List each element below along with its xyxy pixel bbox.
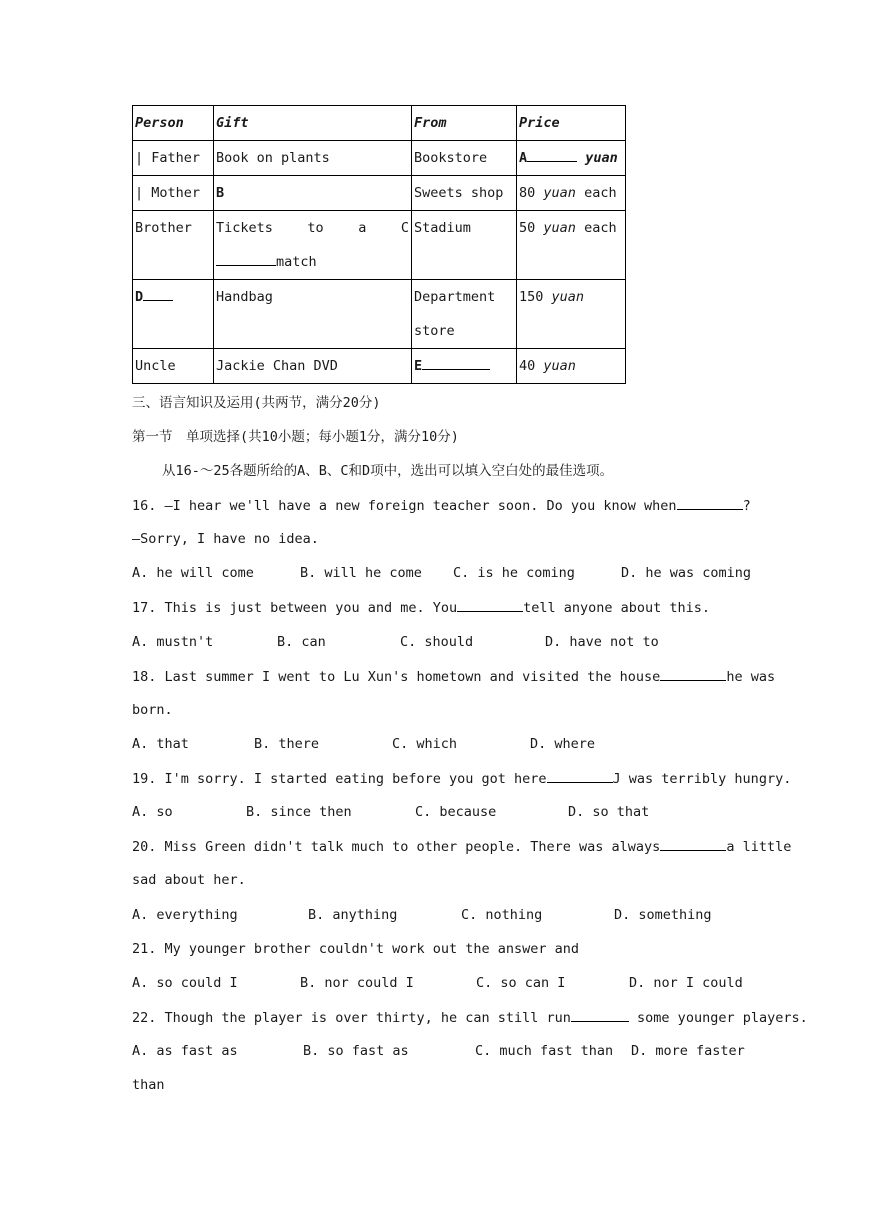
answer-blank <box>677 495 743 510</box>
question-22-line-2: than <box>132 1077 165 1093</box>
blank-line <box>216 252 276 267</box>
option-d[interactable]: D. where <box>530 736 596 752</box>
question-19 <box>132 768 792 789</box>
option-b[interactable]: B. there <box>254 736 320 752</box>
question-18 <box>132 666 776 687</box>
cell-from <box>412 280 517 349</box>
from-line-1: Department <box>414 289 496 305</box>
cell-price <box>517 211 626 280</box>
question-16-line-2: —Sorry, I have no idea. <box>132 531 319 547</box>
question-text: 22. Though the player is over thirty, he can still run <box>132 1010 571 1026</box>
question-text: 18. Last summer I went to Lu Xun's hometown and visited the house <box>132 669 661 685</box>
cell-person: Brother <box>133 211 214 280</box>
question-16 <box>132 495 751 516</box>
price-suffix: each <box>584 220 617 236</box>
question-21: 21. My younger brother couldn't work out the answer and <box>132 941 580 957</box>
answer-blank <box>457 597 523 612</box>
option-c[interactable]: C. should <box>400 634 474 650</box>
cell-from: Sweets shop <box>412 176 517 211</box>
header-gift: Gift <box>214 106 412 141</box>
gift-line-1 <box>216 211 409 245</box>
cell-from: Bookstore <box>412 141 517 176</box>
question-text: 17. This is just between you and me. You <box>132 600 458 616</box>
option-c[interactable]: C. much fast than <box>475 1043 614 1059</box>
option-a[interactable]: A. as fast as <box>132 1043 238 1059</box>
from-line-2: store <box>414 323 455 339</box>
option-d[interactable]: D. nor I could <box>629 975 743 991</box>
blank-letter-a: A <box>519 150 528 166</box>
option-a[interactable]: A. that <box>132 736 189 752</box>
question-text: 16. —I hear we'll have a new foreign teacher soon. Do you know when <box>132 498 677 514</box>
price-number: 80 <box>519 185 536 201</box>
word: to <box>307 220 324 236</box>
table-row <box>133 280 626 349</box>
instruction: 从16-～25各题所给的A、B、C和D项中，选出可以填入空白处的最佳选项。 <box>162 463 614 479</box>
cell-gift: Book on plants <box>214 141 412 176</box>
option-b[interactable]: B. can <box>277 634 326 650</box>
answer-blank <box>660 836 726 851</box>
answer-blank <box>547 768 613 783</box>
cell-gift: Jackie Chan DVD <box>214 349 412 384</box>
cell-person: Uncle <box>133 349 214 384</box>
word: Tickets <box>216 220 273 236</box>
option-b[interactable]: B. since then <box>246 804 352 820</box>
unit-yuan: yuan <box>543 185 576 201</box>
option-a[interactable]: A. mustn't <box>132 634 214 650</box>
blank-letter-b: B <box>216 185 225 201</box>
option-d[interactable]: D. more faster <box>631 1043 745 1059</box>
option-c[interactable]: C. because <box>415 804 497 820</box>
cell-person: | Father <box>133 141 214 176</box>
cell-price <box>517 176 626 211</box>
word: a <box>358 220 367 236</box>
unit-yuan: yuan <box>551 289 585 305</box>
blank-letter-c: C <box>400 220 409 236</box>
option-c[interactable]: C. nothing <box>461 907 543 923</box>
answer-blank <box>571 1007 629 1022</box>
blank-line <box>143 287 173 302</box>
price-number: 40 <box>519 358 536 374</box>
question-text-end: tell anyone about this. <box>523 600 711 616</box>
cell-gift <box>214 211 412 280</box>
header-price: Price <box>517 106 626 141</box>
table-row <box>133 141 626 176</box>
option-a[interactable]: A. he will come <box>132 565 254 581</box>
word: match <box>276 254 317 270</box>
question-text: 20. Miss Green didn't talk much to other people. There was always <box>132 839 661 855</box>
option-c[interactable]: C. so can I <box>476 975 566 991</box>
blank-line <box>527 148 577 163</box>
option-b[interactable]: B. will he come <box>300 565 422 581</box>
table-row <box>133 176 626 211</box>
answer-blank <box>660 666 726 681</box>
unit-yuan: yuan <box>543 358 576 374</box>
table-row <box>133 211 626 280</box>
option-c[interactable]: C. which <box>392 736 458 752</box>
question-text-end: he was <box>726 669 776 685</box>
option-d[interactable]: D. have not to <box>545 634 659 650</box>
question-text-end: a little <box>726 839 792 855</box>
blank-letter-e: E <box>414 358 423 374</box>
option-c[interactable]: C. is he coming <box>453 565 575 581</box>
question-22 <box>132 1007 808 1028</box>
option-a[interactable]: A. so could I <box>132 975 238 991</box>
question-text-end: some younger players. <box>637 1010 808 1026</box>
table-header-row <box>133 106 626 141</box>
cell-gift: Handbag <box>214 280 412 349</box>
cell-person <box>133 280 214 349</box>
option-b[interactable]: B. so fast as <box>303 1043 409 1059</box>
option-d[interactable]: D. he was coming <box>621 565 752 581</box>
question-17 <box>132 597 736 618</box>
cell-from <box>412 349 517 384</box>
question-20 <box>132 836 792 857</box>
cell-person: | Mother <box>133 176 214 211</box>
part-title: 第一节 单项选择(共10小题；每小题1分，满分10分) <box>132 429 459 445</box>
unit-yuan: yuan <box>585 150 618 166</box>
price-number: 50 <box>519 220 536 236</box>
question-text-end: ? <box>742 498 751 514</box>
cell-price <box>517 349 626 384</box>
question-20-line-2: sad about her. <box>132 872 246 888</box>
option-b[interactable]: B. nor could I <box>300 975 414 991</box>
cell-price <box>517 141 626 176</box>
cell-from: Stadium <box>412 211 517 280</box>
question-text-end: J was terribly hungry. <box>612 771 792 787</box>
unit-yuan: yuan <box>543 220 576 236</box>
blank-letter-d: D <box>135 289 144 305</box>
gift-table <box>132 105 626 384</box>
option-d[interactable]: D. something <box>614 907 712 923</box>
blank-line <box>422 356 490 371</box>
option-d[interactable]: D. so that <box>568 804 650 820</box>
cell-price <box>517 280 626 349</box>
option-a[interactable]: A. everything <box>132 907 238 923</box>
gift-line-2 <box>216 245 409 279</box>
option-b[interactable]: B. anything <box>308 907 398 923</box>
table-row <box>133 349 626 384</box>
price-number: 150 <box>519 289 544 305</box>
question-text: 19. I'm sorry. I started eating before you got here <box>132 771 547 787</box>
price-suffix: each <box>584 185 617 201</box>
section-title: 三、语言知识及运用(共两节，满分20分) <box>132 395 381 411</box>
option-a[interactable]: A. so <box>132 804 173 820</box>
header-from: From <box>412 106 517 141</box>
header-person: Person <box>133 106 214 141</box>
question-18-line-2: born. <box>132 702 173 718</box>
cell-gift <box>214 176 412 211</box>
